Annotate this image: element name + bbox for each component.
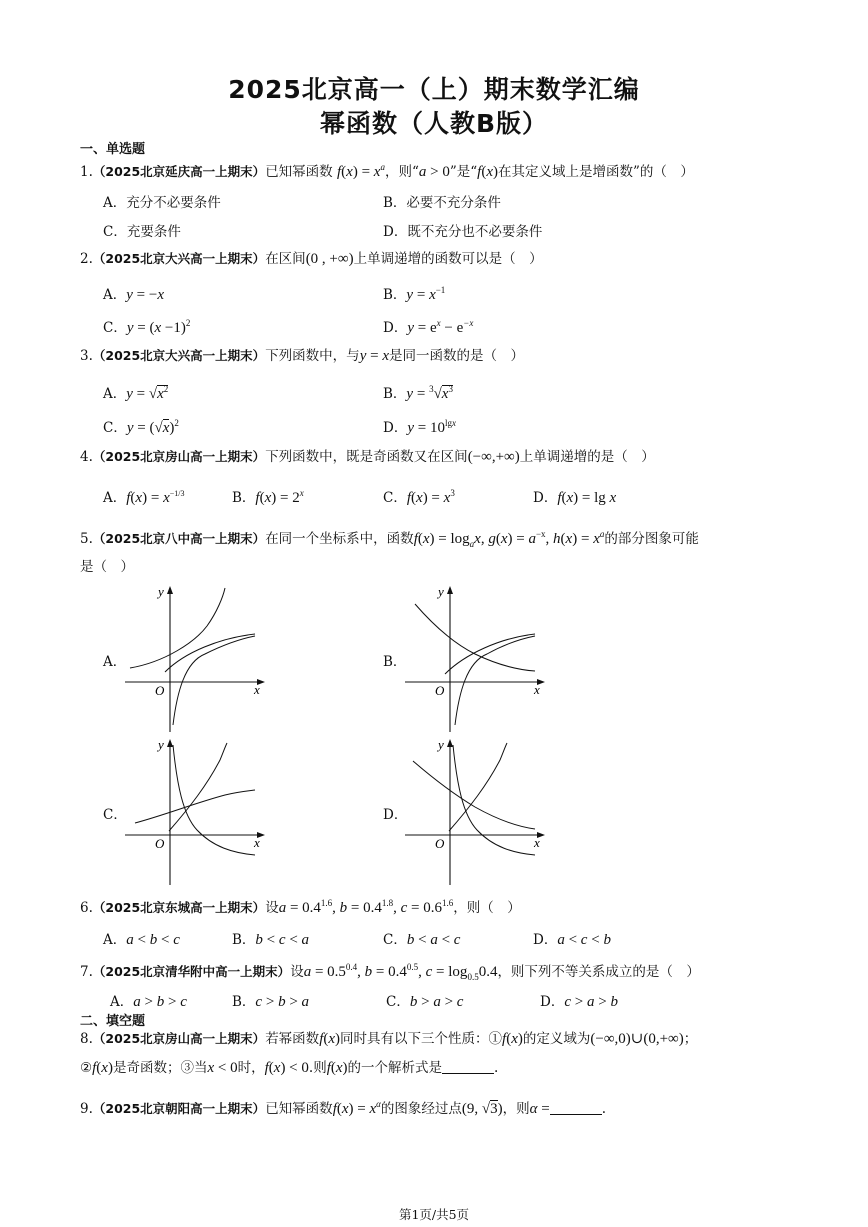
question-number: 1. [80,164,93,180]
question-text: ，则下列不等关系成立的是（ ） [497,964,700,980]
section-heading-fill-blank: 二、填空题 [80,1014,146,1029]
axis-x-label: x [534,835,540,850]
option-d[interactable] [383,316,473,337]
question-5 [80,524,699,554]
question-text: 时， [237,1060,265,1076]
answer-blank[interactable] [550,1100,602,1115]
graph-option-d-label[interactable]: D． [383,807,408,823]
math-expression: c > a > b [564,994,618,1010]
math-expression: $y = 10^{lgx}$ [407,418,456,436]
option-label: A． [103,932,127,948]
math-expression: a < c < b [557,932,611,948]
question-text: 上单调递增的函数可以是（ ） [353,251,543,267]
option-c[interactable] [383,928,460,949]
option-label: D． [533,490,558,506]
page-footer: 第1页/共5页 [398,1207,470,1222]
question-1 [80,157,694,182]
option-label: C． [386,994,410,1010]
question-text: 下列函数中，既是奇函数又在区间 [265,449,468,465]
question-6 [80,893,521,918]
math-expression: a < b < c [126,932,180,948]
document-title: 2025北京高一（上）期末数学汇编 [228,75,640,104]
question-text: 的部分图象可能 [604,531,699,547]
question-text: ”是“ [449,164,478,180]
axis-x-label: x [534,682,540,697]
option-label: B． [232,490,256,506]
option-c[interactable]: C．充要条件 [103,224,181,240]
option-label: B． [383,386,407,402]
question-text: ； [683,1031,698,1047]
question-text: 在区间 [265,251,306,267]
math-expression: b < c < a [255,932,310,948]
question-source: （2025北京清华附中高一上期末） [92,964,291,979]
option-c[interactable] [103,416,179,437]
math-expression: $f(x) = x^{-1/3}$ [126,489,185,506]
origin-label: O [435,683,445,698]
option-c[interactable] [103,316,190,337]
option-a[interactable] [110,990,187,1011]
axis-y-label: y [158,584,164,599]
math-expression: $a = 0.4^{1.6}$, $b = 0.4^{1.8}$, $c = 0.6^{1.6}$ [278,898,454,916]
question-text: 设 [265,900,279,916]
question-text: 上单调递增的是（ ） [519,449,655,465]
math-expression: f(x) [502,1031,523,1047]
question-number: 7. [80,964,93,980]
math-expression: $y = √x^2$ [126,384,169,402]
math-expression: (0 , +∞) [305,251,354,267]
origin-label: O [155,836,165,851]
question-text: ，则“ [384,164,419,180]
question-source: （2025北京房山高一上期末） [92,1031,266,1046]
option-label: A． [110,994,134,1010]
question-8 [80,1029,697,1049]
graph-option-c[interactable] [125,735,270,885]
math-expression: (−∞,0)∪(0,+∞) [590,1031,684,1047]
origin-label: O [435,836,445,851]
option-label: B． [232,994,256,1010]
axis-y-label: y [438,737,444,752]
option-d[interactable] [383,416,456,437]
option-c[interactable] [383,486,455,507]
math-expression: b > a > c [409,994,464,1010]
option-label: D． [383,420,408,436]
graph-option-a[interactable] [125,582,270,732]
question-text: 下列函数中，与 [265,348,360,364]
question-8-line2 [80,1058,498,1078]
math-expression: c > b > a [255,994,310,1010]
graph-option-a-label[interactable]: A． [103,654,127,670]
origin-label: O [155,683,165,698]
question-source: （2025北京大兴高一上期末） [92,251,266,266]
math-expression: $y = (√x)^2$ [126,418,179,436]
math-expression: $f(x) = 2^x$ [255,488,304,506]
math-expression: $y = x^{-1}$ [406,285,446,303]
option-label: B． [383,287,407,303]
question-number: 5. [80,531,93,547]
question-text: 是同一函数的是（ ） [389,348,524,364]
option-label: D． [540,994,565,1010]
question-text: 在同一个坐标系中，函数 [265,531,414,547]
option-c[interactable] [386,990,463,1011]
option-b[interactable] [383,382,453,403]
question-number: 3. [80,348,93,364]
option-a[interactable] [103,283,164,304]
option-label: A． [103,490,127,506]
math-expression: f(x) [326,1060,348,1076]
math-expression: f(x) [92,1060,113,1076]
option-a[interactable] [103,382,168,403]
graph-option-c-label[interactable]: C． [103,807,127,823]
option-b[interactable] [383,283,445,304]
math-expression: y = −x [126,287,165,303]
math-expression: (−∞,+∞) [467,449,520,465]
question-text: 设 [290,964,304,980]
question-number: 6. [80,900,93,916]
math-expression: f(x) [477,164,498,180]
question-7 [80,957,700,987]
math-expression: x < 0 [207,1060,238,1076]
question-text: 的图象经过点 [380,1101,462,1117]
document-subtitle: 幂函数（人教B版） [319,109,549,138]
question-text: 是奇函数；③当 [112,1060,208,1076]
question-source: （2025北京延庆高一上期末） [92,164,266,179]
option-b[interactable] [232,928,309,949]
question-text: ② [80,1060,93,1076]
math-expression: $f(x) = x^\alpha$ [332,1099,381,1117]
option-label: C． [103,320,127,336]
option-a[interactable] [103,928,180,949]
option-b[interactable] [232,486,304,507]
option-label: D． [383,320,408,336]
option-d[interactable] [533,486,616,507]
option-label: D． [533,932,558,948]
question-number: 9. [80,1101,93,1117]
math-expression: $f(x) = x^3$ [406,488,455,506]
question-text: .则 [308,1060,327,1076]
option-label: C． [383,932,407,948]
question-source: （2025北京八中高一上期末） [92,531,266,546]
math-expression: a > b > c [133,994,187,1010]
math-expression: $f(x) = x^a$ [336,162,385,180]
math-expression: $a = 0.5^{0.4}$, $b = 0.4^{0.5}$, $c = \log_{0.5}0.4$ [303,962,498,982]
answer-blank[interactable] [442,1059,494,1074]
option-d[interactable] [540,990,618,1011]
option-a[interactable] [103,486,184,507]
option-label: C． [383,490,407,506]
question-3 [80,346,524,366]
question-2 [80,249,543,269]
axis-y-label: y [438,584,444,599]
option-d[interactable] [533,928,611,949]
question-text: 同时具有以下三个性质：① [340,1031,503,1047]
math-expression: f(x) = lg x [557,490,617,506]
math-expression: a > 0 [418,164,450,180]
question-4 [80,447,655,467]
math-expression: y = x [359,348,389,364]
question-9 [80,1094,606,1119]
option-b[interactable]: B．必要不充分条件 [383,195,501,211]
math-expression: $y = (x -1)^2$ [126,318,191,336]
question-number: 8. [80,1031,93,1047]
question-text: 的一个解析式是 [347,1060,443,1076]
axis-x-label: x [254,682,260,697]
option-label: A． [103,287,127,303]
option-label: A． [103,386,127,402]
section-heading-single-choice: 一、单选题 [80,142,146,157]
axis-y-label: y [158,737,164,752]
question-source: （2025北京东城高一上期末） [92,900,266,915]
math-expression: α = [529,1101,550,1117]
question-text: 已知幂函数 [265,164,333,180]
option-label: C． [103,420,127,436]
math-expression: b < a < c [406,932,461,948]
question-text: . [494,1060,499,1076]
graph-option-b[interactable] [405,582,550,732]
math-expression: $y = e^x - e^{-x}$ [407,318,474,336]
axis-x-label: x [254,835,260,850]
question-source: （2025北京大兴高一上期末） [92,348,266,363]
question-text: . [601,1101,607,1117]
question-source: （2025北京朝阳高一上期末） [92,1101,266,1116]
question-number: 2. [80,251,93,267]
graph-option-b-label[interactable]: B． [383,654,407,670]
question-text: 已知幂函数 [265,1101,333,1117]
option-b[interactable] [232,990,309,1011]
math-expression: f(x) < 0 [264,1060,309,1076]
question-5-cont: 是（ ） [80,559,134,575]
graph-option-d[interactable] [405,735,550,885]
math-expression: $f(x) = \log_ax$, $g(x) = a^{-x}$, $h(x) = x^a$ [413,529,605,549]
question-source: （2025北京房山高一上期末） [92,449,266,464]
math-expression: $y = ^3√x^3$ [406,384,453,402]
math-expression: (9, √3) [461,1101,503,1117]
question-text: 在其定义域上是增函数”的（ ） [498,164,694,180]
question-text: ，则 [502,1101,530,1117]
question-text: 若幂函数 [265,1031,320,1047]
option-a[interactable]: A．充分不必要条件 [103,195,221,211]
question-text: 的定义域为 [522,1031,591,1047]
option-d[interactable]: D．既不充分也不必要条件 [383,224,543,240]
math-expression: f(x) [319,1031,341,1047]
question-number: 4. [80,449,93,465]
question-text: ，则（ ） [453,900,521,916]
option-label: B． [232,932,256,948]
